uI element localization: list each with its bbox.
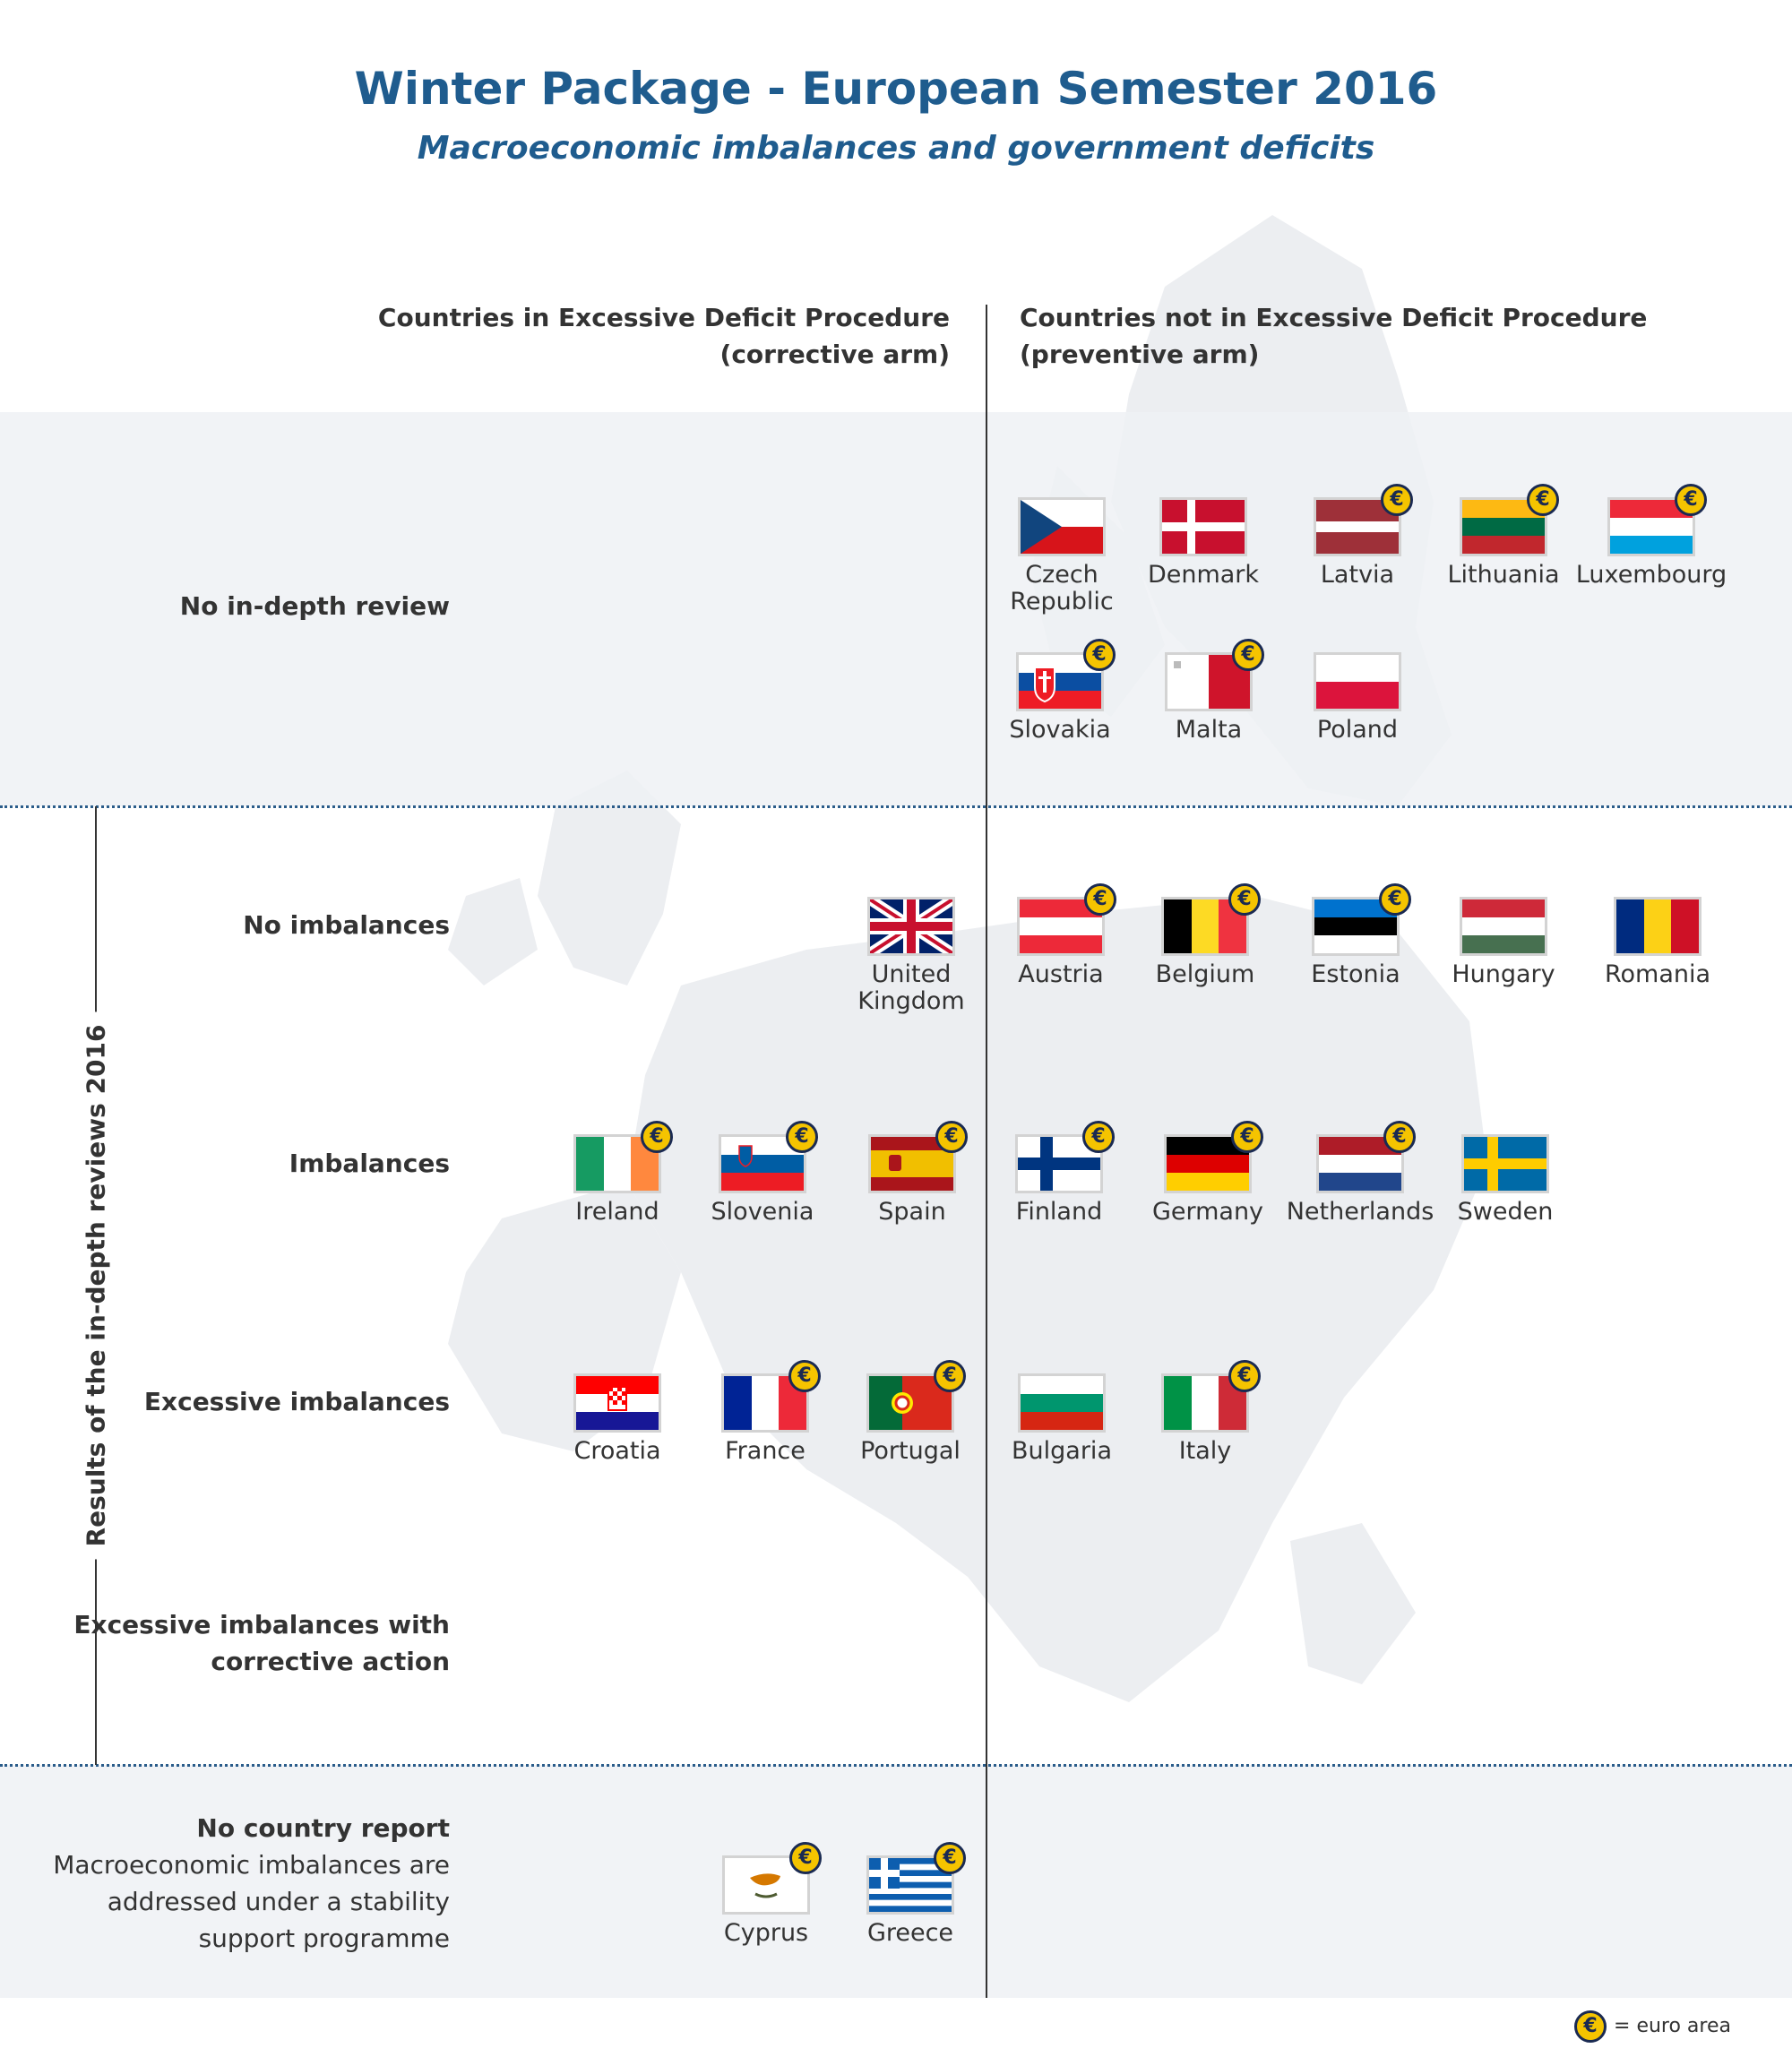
country-name-line: Poland — [1316, 716, 1399, 744]
country-name-line: Croatia — [573, 1437, 661, 1465]
country-name-line: Czech — [1025, 561, 1098, 589]
row-label-imbalances — [289, 1145, 450, 1182]
country-sweden — [1425, 1134, 1586, 1226]
country-name-line: Lithuania — [1447, 561, 1560, 589]
row-label-text: No in-depth review — [179, 591, 450, 621]
country-name-line: Estonia — [1311, 960, 1400, 988]
country-lithuania — [1423, 488, 1584, 589]
country-netherlands — [1279, 1125, 1441, 1226]
euro-icon: € — [1379, 883, 1411, 916]
country-name-line: Belgium — [1155, 960, 1255, 988]
country-name — [1127, 1199, 1288, 1226]
country-latvia — [1277, 488, 1438, 589]
country-belgium — [1124, 888, 1286, 988]
country-name-line: Italy — [1178, 1437, 1232, 1465]
denmark-flag-graphic — [1162, 500, 1245, 554]
hungary-flag-icon — [1460, 897, 1547, 956]
ireland-flag-icon — [573, 1125, 664, 1193]
country-name-line: Latvia — [1320, 561, 1395, 589]
euro-icon: € — [1574, 2010, 1607, 2043]
country-name — [979, 717, 1141, 744]
country-name — [1577, 961, 1738, 988]
country-name-line: Republic — [1010, 588, 1114, 615]
euro-icon: € — [1082, 1121, 1115, 1153]
row-label-note: support programme — [198, 1924, 450, 1953]
country-ireland — [537, 1125, 698, 1226]
euro-icon: € — [1083, 639, 1116, 671]
country-hungary — [1423, 897, 1584, 988]
germany-flag-icon — [1164, 1125, 1254, 1193]
row-label-excessive — [144, 1383, 450, 1420]
cyprus-flag-icon — [722, 1846, 813, 1915]
column-header-preventive — [1020, 299, 1647, 373]
country-name-line: Cyprus — [723, 1919, 809, 1947]
euro-icon: € — [1383, 1121, 1416, 1153]
czech-flag-graphic — [1021, 500, 1103, 554]
euro-icon: € — [1527, 484, 1559, 516]
euro-icon: € — [641, 1121, 673, 1153]
country-finland — [978, 1125, 1140, 1226]
side-label: Results of the in-depth reviews 2016 — [82, 1012, 111, 1560]
euro-icon: € — [789, 1842, 822, 1874]
country-name — [537, 1438, 698, 1465]
euro-icon: € — [934, 1842, 966, 1874]
country-uk — [831, 897, 992, 1015]
country-france — [685, 1364, 846, 1465]
row-label-text: Excessive imbalances with — [73, 1610, 450, 1640]
malta-flag-icon — [1165, 643, 1255, 711]
country-greece — [830, 1846, 991, 1947]
row-label-note: Macroeconomic imbalances are — [53, 1850, 450, 1880]
country-name-line: Luxembourg — [1575, 561, 1727, 589]
country-name-line: Sweden — [1457, 1198, 1554, 1226]
country-name — [1123, 562, 1284, 589]
country-name-line: Greece — [866, 1919, 954, 1947]
luxembourg-flag-icon — [1607, 488, 1698, 556]
uk-flag-graphic — [870, 899, 952, 953]
bulgaria-flag-icon — [1018, 1373, 1106, 1433]
row-label-text: No country report — [196, 1813, 450, 1843]
country-name — [1571, 562, 1732, 589]
country-name — [682, 1199, 843, 1226]
slovakia-flag-icon — [1016, 643, 1107, 711]
country-croatia — [537, 1373, 698, 1465]
country-name — [981, 1438, 1142, 1465]
legend — [1574, 2010, 1731, 2043]
country-name-line: France — [725, 1437, 806, 1465]
romania-flag-graphic — [1616, 899, 1699, 953]
row-label-text: Imbalances — [289, 1149, 450, 1178]
country-name — [1277, 717, 1438, 744]
country-name — [1423, 562, 1584, 589]
country-name-line: Hungary — [1452, 960, 1555, 988]
row-label-corrective-action — [73, 1606, 450, 1680]
page-subtitle: Macroeconomic imbalances and government deficits — [417, 130, 1375, 167]
euro-icon: € — [1084, 883, 1116, 916]
latvia-flag-icon — [1314, 488, 1404, 556]
country-italy — [1124, 1364, 1286, 1465]
country-poland — [1277, 652, 1438, 744]
column-header-preventive-line1: Countries not in Excessive Deficit Procedure — [1020, 303, 1648, 332]
finland-flag-icon — [1015, 1125, 1106, 1193]
euro-icon: € — [1228, 883, 1261, 916]
column-header-corrective-line2: (corrective arm) — [719, 340, 950, 369]
country-slovenia — [682, 1125, 843, 1226]
croatia-flag-icon — [573, 1373, 661, 1433]
country-romania — [1577, 897, 1738, 988]
bulgaria-flag-graphic — [1021, 1376, 1103, 1430]
separator-bottom — [0, 1764, 1792, 1767]
belgium-flag-icon — [1161, 888, 1252, 956]
row-label-no-review — [180, 588, 450, 624]
country-name — [831, 1199, 993, 1226]
country-name-line: Austria — [1018, 960, 1104, 988]
country-name — [1277, 562, 1438, 589]
row-label-no-imbalances — [243, 907, 450, 943]
country-name — [685, 1920, 847, 1947]
column-header-preventive-line2: (preventive arm) — [1020, 340, 1260, 369]
uk-flag-icon — [867, 897, 955, 956]
row-label-text: No imbalances — [243, 910, 450, 940]
greece-flag-icon — [866, 1846, 957, 1915]
country-name-line: Slovakia — [1009, 716, 1111, 744]
country-name — [1279, 1199, 1441, 1226]
euro-icon: € — [788, 1360, 821, 1392]
country-name-line: Netherlands — [1286, 1198, 1434, 1226]
country-austria — [980, 888, 1142, 988]
country-name — [1423, 961, 1584, 988]
euro-icon: € — [1228, 1360, 1261, 1392]
country-name — [981, 562, 1142, 615]
spain-flag-icon — [868, 1125, 959, 1193]
country-name-line: Slovenia — [711, 1198, 814, 1226]
country-name — [1124, 1438, 1286, 1465]
euro-icon: € — [934, 1360, 966, 1392]
country-name-line: Germany — [1151, 1198, 1264, 1226]
country-name-line: Kingdom — [857, 987, 965, 1015]
page-title: Winter Package - European Semester 2016 — [354, 63, 1438, 115]
country-name — [685, 1438, 846, 1465]
romania-flag-icon — [1614, 897, 1702, 956]
country-name-line: Romania — [1604, 960, 1711, 988]
country-name-line: United — [871, 960, 952, 988]
country-luxembourg — [1571, 488, 1732, 589]
euro-icon: € — [786, 1121, 818, 1153]
country-germany — [1127, 1125, 1288, 1226]
denmark-flag-icon — [1159, 497, 1247, 556]
country-bulgaria — [981, 1373, 1142, 1465]
country-name — [1425, 1199, 1586, 1226]
country-name — [830, 1920, 991, 1947]
croatia-flag-graphic — [576, 1376, 659, 1430]
country-name — [831, 961, 992, 1015]
portugal-flag-icon — [866, 1364, 957, 1433]
country-name — [978, 1199, 1140, 1226]
country-malta — [1128, 643, 1289, 744]
country-slovakia — [979, 643, 1141, 744]
country-denmark — [1123, 497, 1284, 589]
country-name — [1124, 961, 1286, 988]
lithuania-flag-icon — [1460, 488, 1550, 556]
country-estonia — [1275, 888, 1436, 988]
row-label-no-report — [53, 1810, 450, 1957]
country-cyprus — [685, 1846, 847, 1947]
euro-icon: € — [1381, 484, 1413, 516]
sweden-flag-graphic — [1464, 1137, 1546, 1191]
sweden-flag-icon — [1461, 1134, 1549, 1193]
row-label-text: corrective action — [211, 1647, 450, 1676]
country-name-line: Ireland — [575, 1198, 659, 1226]
czech-flag-icon — [1018, 497, 1106, 556]
row-label-text: Excessive imbalances — [143, 1387, 450, 1416]
column-header-corrective-line1: Countries in Excessive Deficit Procedure — [377, 303, 950, 332]
netherlands-flag-icon — [1316, 1125, 1407, 1193]
estonia-flag-icon — [1312, 888, 1402, 956]
country-name — [980, 961, 1142, 988]
country-portugal — [830, 1364, 991, 1465]
slovenia-flag-icon — [719, 1125, 809, 1193]
country-name-line: Spain — [878, 1198, 946, 1226]
country-name-line: Malta — [1175, 716, 1243, 744]
country-name — [1275, 961, 1436, 988]
country-name — [537, 1199, 698, 1226]
hungary-flag-graphic — [1462, 899, 1545, 953]
legend-text: = euro area — [1614, 2015, 1731, 2037]
country-name-line: Denmark — [1147, 561, 1260, 589]
country-name-line: Bulgaria — [1012, 1437, 1112, 1465]
euro-icon: € — [1231, 1121, 1263, 1153]
austria-flag-icon — [1017, 888, 1107, 956]
country-name-line: Portugal — [860, 1437, 961, 1465]
country-czech — [981, 497, 1142, 615]
euro-icon: € — [1232, 639, 1264, 671]
country-name-line: Finland — [1015, 1198, 1103, 1226]
row-label-note: addressed under a stability — [107, 1887, 450, 1916]
separator-top — [0, 805, 1792, 808]
country-name — [1128, 717, 1289, 744]
euro-icon: € — [1675, 484, 1707, 516]
poland-flag-icon — [1314, 652, 1401, 711]
poland-flag-graphic — [1316, 655, 1399, 709]
country-name — [830, 1438, 991, 1465]
euro-icon: € — [935, 1121, 968, 1153]
column-header-corrective — [378, 299, 950, 373]
italy-flag-icon — [1161, 1364, 1252, 1433]
france-flag-icon — [721, 1364, 812, 1433]
country-spain — [831, 1125, 993, 1226]
